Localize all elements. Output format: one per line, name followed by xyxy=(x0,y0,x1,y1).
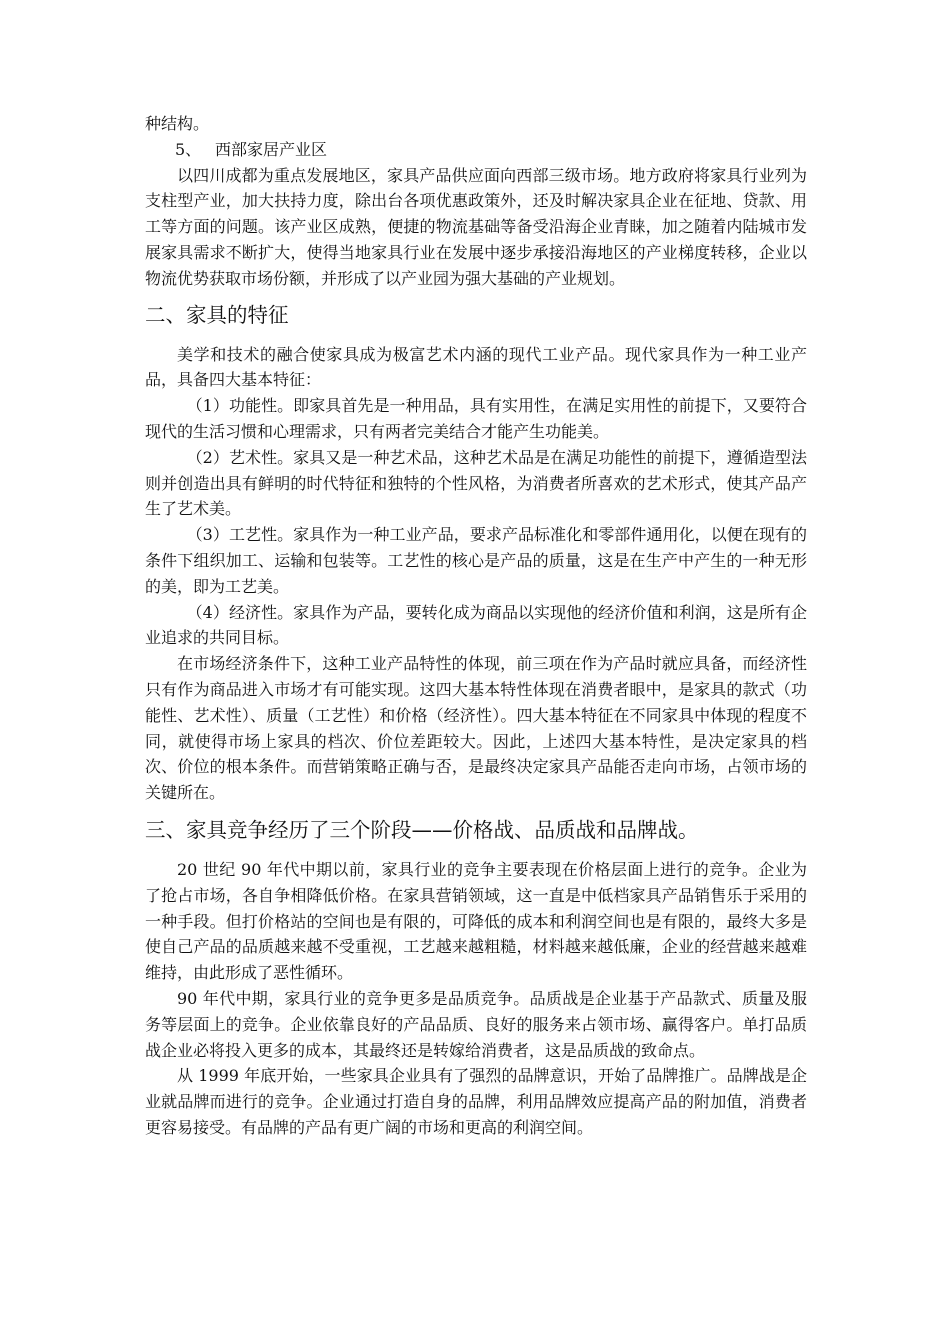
heading-furniture-features: 二、家具的特征 xyxy=(145,302,289,327)
paragraph-features-intro: 美学和技术的融合使家具成为极富艺术内涵的现代工业产品。现代家具作为一种工业产品，具备四大基本特征： xyxy=(145,344,807,390)
paragraph-west-region: 以四川成都为重点发展地区，家具产品供应面向西部三级市场。地方政府将家具行业列为支柱型产业，加大扶持力度，除出台各项优惠政策外，还及时解决家具企业在征地、贷款、用工等方面的问题。该产业区成熟，便捷的物流基础等备受沿海企业青睐，加之随着内陆城市发展家具需求不断扩大，使得当地家具行业在发展中逐步承接沿海地区的产业梯度转移，企业以物流优势获取市场份额，并形成了以产业园为强大基础的产业规划。 xyxy=(145,165,807,288)
subsection-heading-west xyxy=(145,137,807,163)
feature-item-artistic: （2）艺术性。家具又是一种艺术品，这种艺术品是在满足功能性的前提下，遵循造型法则并创造出具有鲜明的时代特征和独特的个性风格，为消费者所喜欢的艺术形式，使其产品产生了艺术美。 xyxy=(145,447,807,519)
paragraph-quality-war: 90 年代中期，家具行业的竞争更多是品质竞争。品质战是企业基于产品款式、质量及服务等层面上的竞争。企业依靠良好的产品品质、良好的服务来占领市场、赢得客户。单打品质战企业必将投入更多的成本，其最终还是转嫁给消费者，这是品质战的致命点。 xyxy=(145,988,807,1060)
subsection-number: 5、 xyxy=(175,139,202,159)
feature-item-craft: （3）工艺性。家具作为一种工业产品，要求产品标准化和零部件通用化，以便在现有的条件下组织加工、运输和包装等。工艺性的核心是产品的质量，这是在生产中产生的一种无形的美，即为工艺美。 xyxy=(145,525,807,596)
paragraph-market-conditions: 在市场经济条件下，这种工业产品特性的体现，前三项在作为产品时就应具备，而经济性只有作为商品进入市场才有可能实现。这四大基本特性体现在消费者眼中，是家具的款式（功能性、艺术性）、质量（工艺性）和价格（经济性）。四大基本特征在不同家具中体现的程度不同，就使得市场上家具的档次、价位差距较大。因此，上述四大基本特性，是决定家具的档次、价位的根本条件。而营销策略正确与否，是最终决定家具产品能否走向市场，占领市场的关键所在。 xyxy=(145,654,807,803)
paragraph-continuation: 种结构。 xyxy=(145,114,210,133)
subsection-title: 西部家居产业区 xyxy=(215,139,328,159)
paragraph-brand-war: 从 1999 年底开始，一些家具企业具有了强烈的品牌意识，开始了品牌推广。品牌战是企业就品牌而进行的竞争。企业通过打造自身的品牌，利用品牌效应提高产品的附加值，消费者更容易接受。有品牌的产品有更广阔的市场和更高的利润空间。 xyxy=(145,1066,807,1137)
heading-competition-stages: 三、家具竞争经历了三个阶段——价格战、品质战和品牌战。 xyxy=(145,817,699,842)
feature-item-economic: （4）经济性。家具作为产品，要转化成为商品以实现他的经济价值和利润，这是所有企业追求的共同目标。 xyxy=(145,602,807,648)
feature-item-functional: （1）功能性。即家具首先是一种用品，具有实用性，在满足实用性的前提下，又要符合现代的生活习惯和心理需求，只有两者完美结合才能产生功能美。 xyxy=(145,396,807,441)
paragraph-price-war: 20 世纪 90 年代中期以前，家具行业的竞争主要表现在价格层面上进行的竞争。企业为了抢占市场，各自争相降低价格。在家具营销领域，这一直是中低档家具产品销售乐于采用的一种手段。但打价格站的空间也是有限的，可降低的成本和利润空间也是有限的，最终大多是使自己产品的品质越来越不受重视，工艺越来越粗糙，材料越来越低廉，企业的经营越来越难维持，由此形成了恶性循环。 xyxy=(145,859,807,983)
document-body xyxy=(145,111,807,1141)
